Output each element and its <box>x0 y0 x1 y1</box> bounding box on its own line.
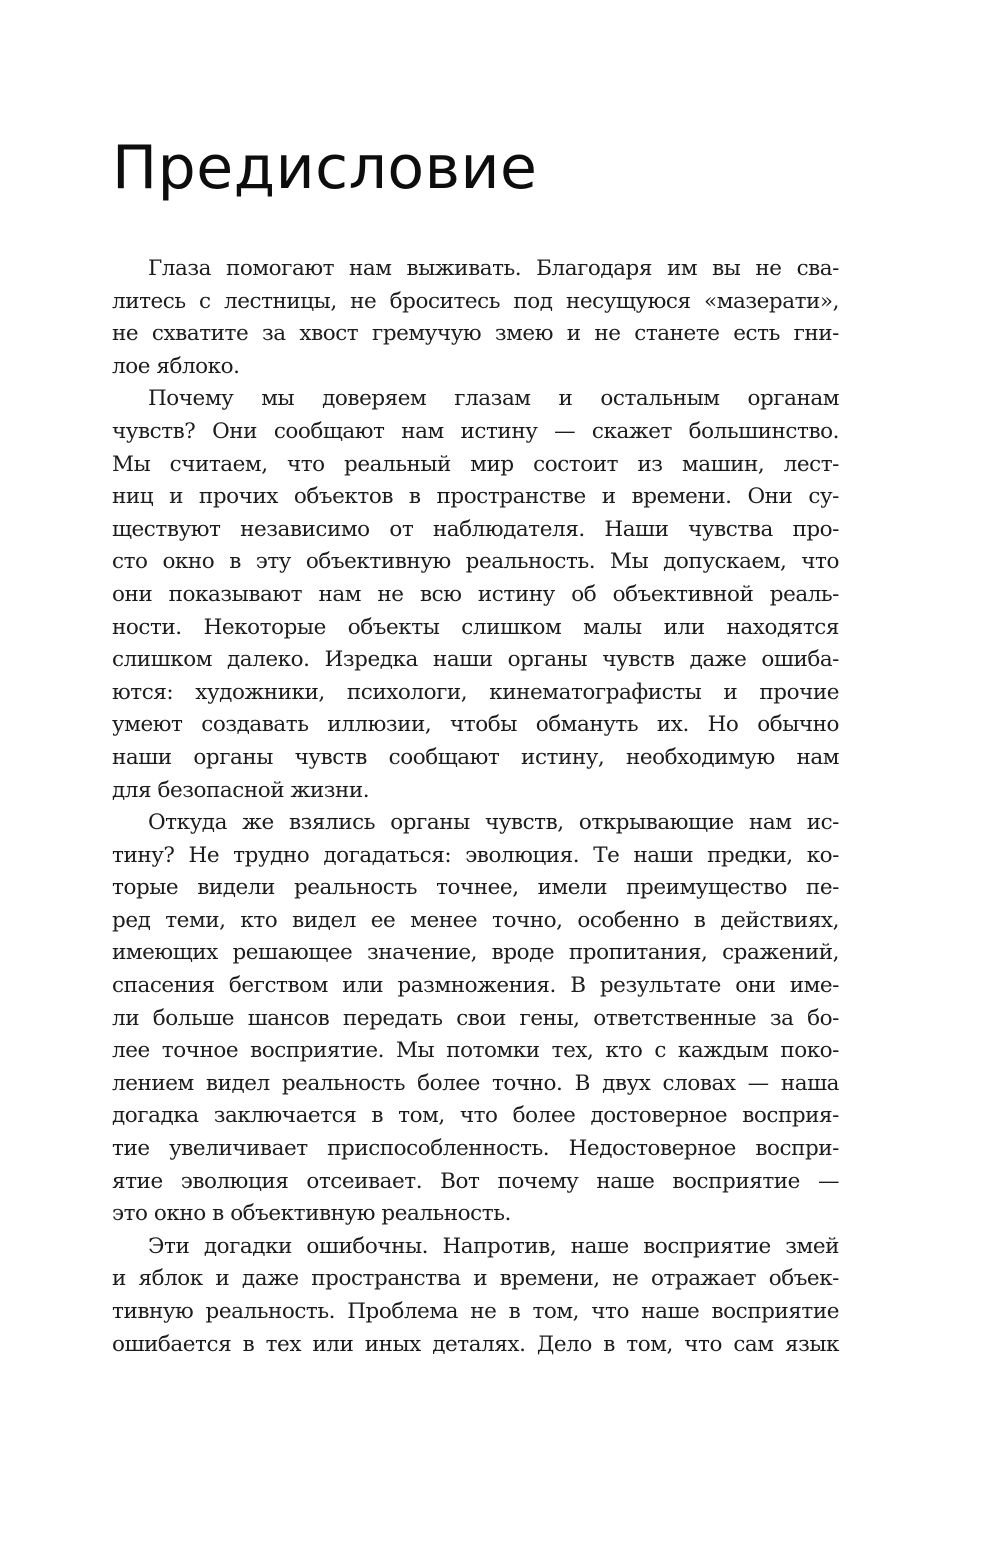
text-line: ности. Некоторые объекты слишком малы или находятся <box>112 614 839 640</box>
paragraph <box>112 1231 839 1361</box>
text-line: для безопасной жизни. <box>112 777 370 803</box>
text-line: тину? Не трудно догадаться: эволюция. Те наши предки, ко- <box>112 842 839 868</box>
text-line: Мы считаем, что реальный мир состоит из машин, лест- <box>112 451 839 477</box>
text-line: ред теми, кто видел ее менее точно, особенно в действиях, <box>112 907 839 933</box>
paragraph <box>112 383 839 807</box>
text-line: это окно в объективную реальность. <box>112 1201 511 1227</box>
text-line: тие увеличивает приспособленность. Недостоверное воспри- <box>112 1136 839 1162</box>
text-line: чувств? Они сообщают нам истину — скажет большинство. <box>112 418 839 444</box>
text-line: ществуют независимо от наблюдателя. Наши чувства про- <box>112 516 839 542</box>
text-line: Откуда же взялись органы чувств, открывающие нам ис- <box>148 810 839 836</box>
body-text <box>112 253 839 1361</box>
text-line: спасения бегством или размножения. В результате они име- <box>112 973 839 999</box>
text-line: сто окно в эту объективную реальность. Мы допускаем, что <box>112 549 839 575</box>
paragraph <box>112 253 839 383</box>
paragraph <box>112 807 839 1231</box>
text-line: не схватите за хвост гремучую змею и не станете есть гни- <box>112 321 839 347</box>
text-line: ошибается в тех или иных деталях. Дело в том, что сам язык <box>112 1331 839 1357</box>
text-line: лое яблоко. <box>112 353 240 379</box>
text-line: литесь с лестницы, не броситесь под несущуюся «мазерати», <box>112 288 839 314</box>
text-line: лением видел реальность более точно. В двух словах — наша <box>112 1070 839 1096</box>
text-line: торые видели реальность точнее, имели преимущество пе- <box>112 875 839 901</box>
text-line: догадка заключается в том, что более достоверное восприя- <box>112 1103 839 1129</box>
text-line: Глаза помогают нам выживать. Благодаря им вы не сва- <box>148 256 839 281</box>
text-line: ятие эволюция отсеивает. Вот почему наше восприятие — <box>112 1168 839 1194</box>
text-line: ются: художники, психологи, кинематографисты и прочие <box>112 679 839 705</box>
text-line: ли больше шансов передать свои гены, ответственные за бо- <box>112 1005 839 1031</box>
text-line: умеют создавать иллюзии, чтобы обмануть их. Но обычно <box>112 712 839 738</box>
text-line: Эти догадки ошибочны. Напротив, наше восприятие змей <box>148 1233 839 1259</box>
text-line: тивную реальность. Проблема не в том, что наше восприятие <box>112 1299 839 1324</box>
text-line: слишком далеко. Изредка наши органы чувств даже ошиба- <box>112 647 839 673</box>
text-line: имеющих решающее значение, вроде пропитания, сражений, <box>112 940 839 966</box>
text-line: наши органы чувств сообщают истину, необходимую нам <box>112 744 839 770</box>
text-line: Почему мы доверяем глазам и остальным органам <box>148 386 839 412</box>
text-line: лее точное восприятие. Мы потомки тех, кто с каждым поко- <box>112 1038 839 1064</box>
text-line: и яблок и даже пространства и времени, не отражает объек- <box>112 1266 839 1292</box>
text-line: они показывают нам не всю истину об объективной реаль- <box>112 581 839 607</box>
text-line: ниц и прочих объектов в пространстве и времени. Они су- <box>112 484 839 510</box>
chapter-title: Предисловие <box>112 133 538 203</box>
